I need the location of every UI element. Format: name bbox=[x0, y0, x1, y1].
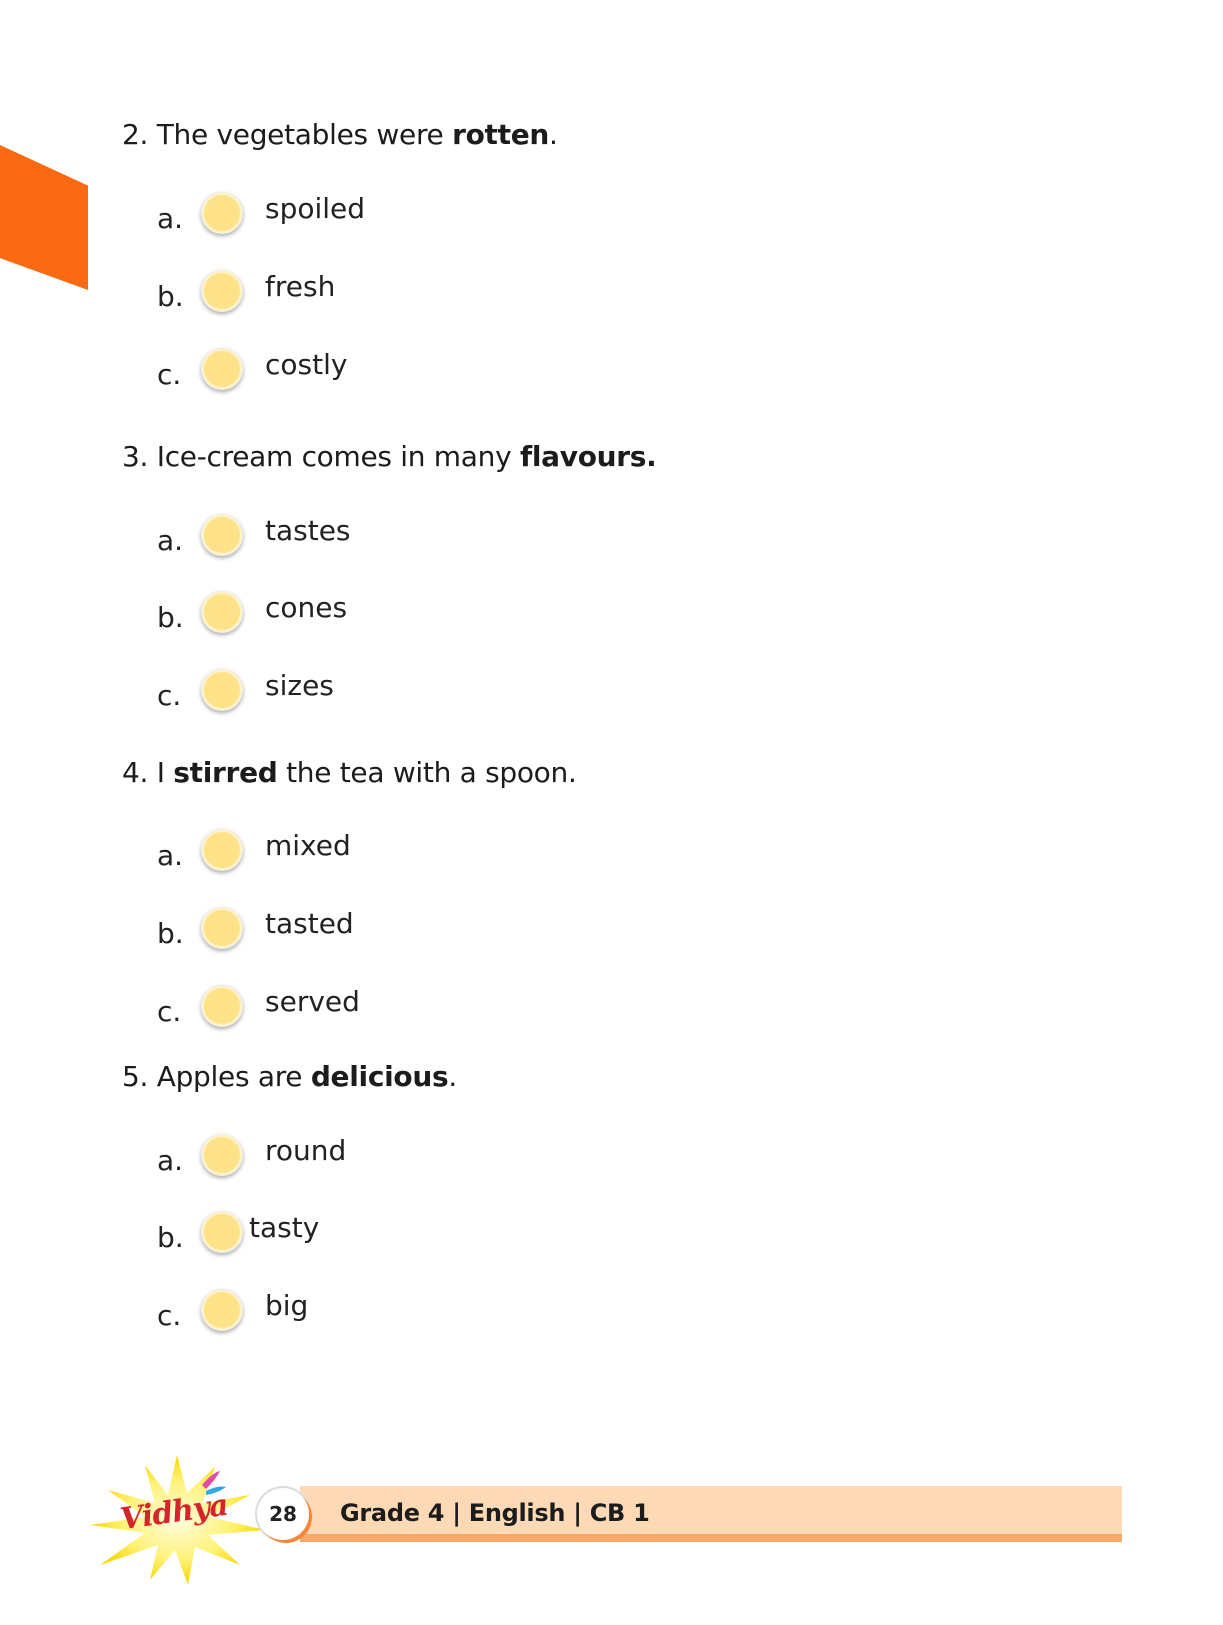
option-text: round bbox=[265, 1134, 347, 1167]
option-text: fresh bbox=[265, 270, 336, 303]
option-letter: a. bbox=[157, 202, 184, 235]
question-keyword: delicious bbox=[310, 1060, 449, 1093]
question-keyword: stirred bbox=[173, 756, 278, 789]
option-3b[interactable] bbox=[157, 591, 557, 639]
question-text: Apples are bbox=[156, 1060, 311, 1093]
question-2 bbox=[122, 118, 558, 151]
option-letter: b. bbox=[157, 601, 184, 634]
option-text: served bbox=[265, 985, 360, 1018]
question-text-end: . bbox=[448, 1060, 457, 1093]
question-4 bbox=[122, 756, 577, 789]
option-letter: c. bbox=[157, 1299, 182, 1332]
page-number: 28 bbox=[257, 1488, 309, 1540]
answer-bubble[interactable] bbox=[201, 348, 243, 390]
option-5b[interactable] bbox=[157, 1211, 557, 1259]
option-text: costly bbox=[265, 348, 348, 381]
option-text: sizes bbox=[265, 669, 334, 702]
question-text: Ice-cream comes in many bbox=[156, 440, 520, 473]
question-text-end: the tea with a spoon. bbox=[277, 756, 577, 789]
answer-bubble[interactable] bbox=[201, 514, 243, 556]
option-letter: a. bbox=[157, 1144, 184, 1177]
question-3 bbox=[122, 440, 656, 473]
option-text: big bbox=[265, 1289, 309, 1322]
corner-tab-decoration bbox=[0, 145, 88, 290]
option-letter: b. bbox=[157, 280, 184, 313]
option-text: tasted bbox=[265, 907, 354, 940]
option-text: mixed bbox=[265, 829, 351, 862]
option-text: tastes bbox=[265, 514, 351, 547]
option-letter: a. bbox=[157, 839, 184, 872]
answer-bubble[interactable] bbox=[201, 1289, 243, 1331]
question-text-end: . bbox=[549, 118, 558, 151]
question-number: 4. bbox=[122, 756, 149, 789]
option-letter: c. bbox=[157, 358, 182, 391]
answer-bubble[interactable] bbox=[201, 591, 243, 633]
question-keyword: rotten bbox=[452, 118, 550, 151]
footer-separator: | bbox=[452, 1499, 461, 1527]
footer-title bbox=[340, 1499, 650, 1527]
answer-bubble[interactable] bbox=[201, 829, 243, 871]
option-2c[interactable] bbox=[157, 348, 557, 396]
option-5c[interactable] bbox=[157, 1289, 557, 1337]
option-3a[interactable] bbox=[157, 514, 557, 562]
footer-separator: | bbox=[573, 1499, 582, 1527]
option-2b[interactable] bbox=[157, 270, 557, 318]
option-letter: b. bbox=[157, 917, 184, 950]
logo-text: Vidhya bbox=[118, 1487, 230, 1538]
option-4c[interactable] bbox=[157, 985, 557, 1033]
question-text: The vegetables were bbox=[156, 118, 453, 151]
answer-bubble[interactable] bbox=[201, 669, 243, 711]
answer-bubble[interactable] bbox=[201, 985, 243, 1027]
option-text: cones bbox=[265, 591, 348, 624]
option-5a[interactable] bbox=[157, 1134, 557, 1182]
answer-bubble[interactable] bbox=[201, 192, 243, 234]
footer-grade: Grade 4 bbox=[340, 1499, 445, 1527]
option-text: spoiled bbox=[265, 192, 366, 225]
option-letter: c. bbox=[157, 679, 182, 712]
option-text: tasty bbox=[249, 1211, 320, 1244]
question-keyword: flavours. bbox=[519, 440, 657, 473]
question-number: 5. bbox=[122, 1060, 149, 1093]
option-4b[interactable] bbox=[157, 907, 557, 955]
question-5 bbox=[122, 1060, 457, 1093]
answer-bubble[interactable] bbox=[201, 907, 243, 949]
answer-bubble[interactable] bbox=[201, 1211, 243, 1253]
option-3c[interactable] bbox=[157, 669, 557, 717]
option-letter: c. bbox=[157, 995, 182, 1028]
option-4a[interactable] bbox=[157, 829, 557, 877]
footer-book: CB 1 bbox=[589, 1499, 650, 1527]
answer-bubble[interactable] bbox=[201, 270, 243, 312]
option-letter: b. bbox=[157, 1221, 184, 1254]
option-2a[interactable] bbox=[157, 192, 557, 240]
option-letter: a. bbox=[157, 524, 184, 557]
question-number: 3. bbox=[122, 440, 149, 473]
answer-bubble[interactable] bbox=[201, 1134, 243, 1176]
question-text: I bbox=[156, 756, 174, 789]
question-number: 2. bbox=[122, 118, 149, 151]
footer-subject: English bbox=[468, 1499, 566, 1527]
